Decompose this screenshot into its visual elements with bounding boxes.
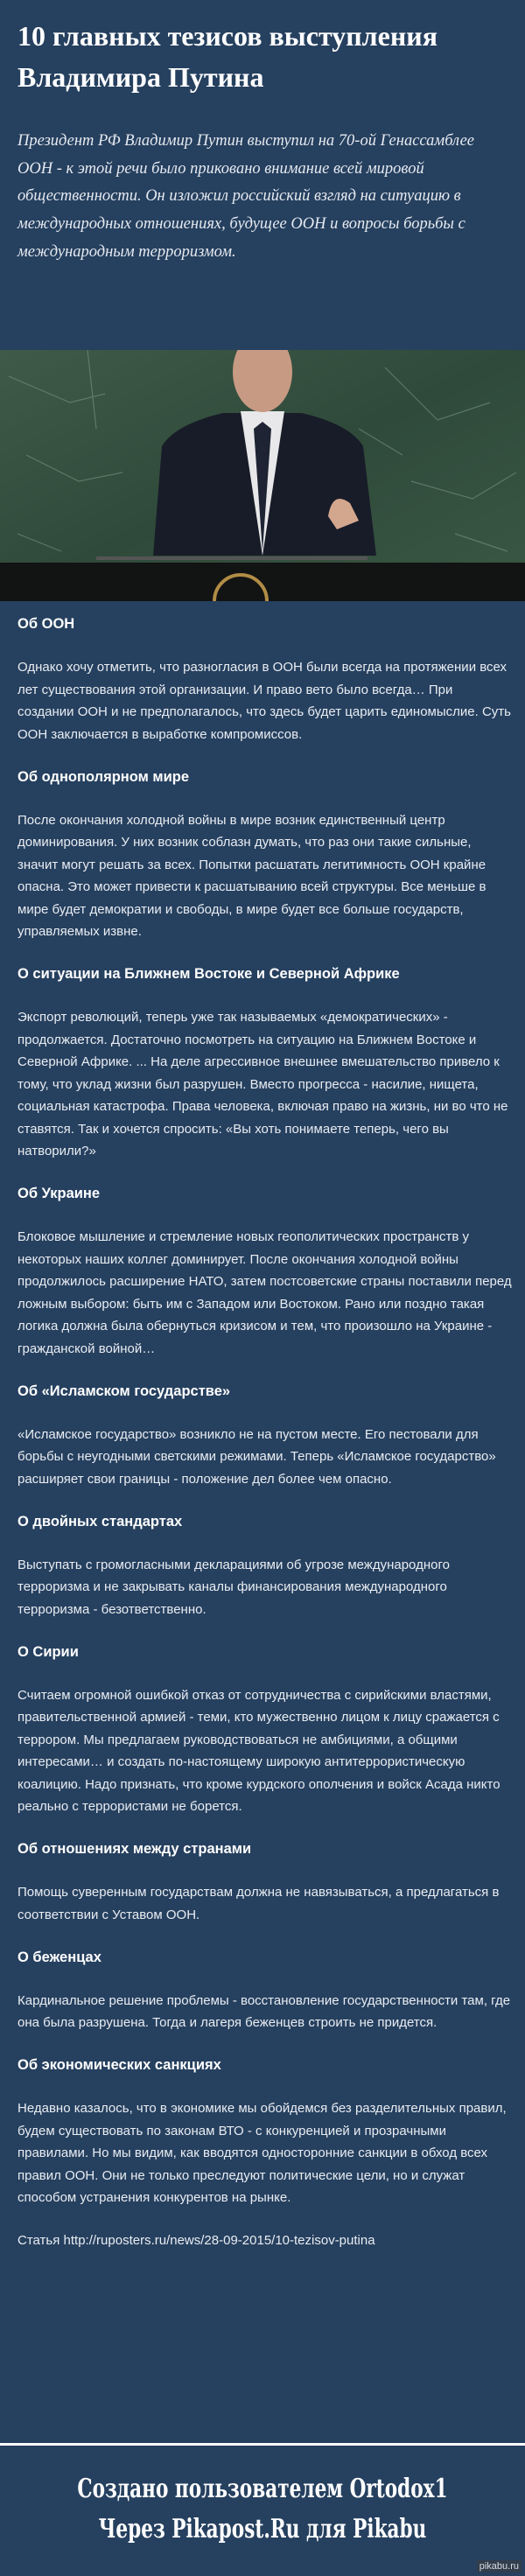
section-heading: Об однополярном мире	[18, 768, 190, 785]
section-heading: Об экономических санкциях	[18, 2057, 221, 2073]
section-heading: Об Украине	[18, 1186, 101, 1201]
article-body	[18, 613, 512, 2272]
footer-author: Создано пользователем Ortodox1	[77, 2474, 448, 2504]
section-heading: Об ООН	[18, 616, 75, 632]
section-text: Кардинальное решение проблемы - восстановление государственности там, где она была разрушена. Тогда и лагеря беженцев строить не придется.	[18, 1992, 511, 2030]
page-title: 10 главных тезисов выступления Владимира Путина	[18, 20, 438, 93]
source-link[interactable]: Статья http://ruposters.ru/news/28-09-2015/10-tezisov-putina	[18, 2233, 375, 2248]
footer-via: Через Pikapost.Ru для Pikabu	[98, 2514, 427, 2544]
section-text: Недавно казалось, что в экономике мы обойдемся без разделительных правил, будем существовать по законам ВТО - с конкуренцией и прозрачными правилами. Но мы видим, как вводятся односторонние санкции в обход всех правил ООН. Они не только преследуют политические цели, но и служат способом устранения конкурентов на рынке.	[18, 2101, 507, 2205]
footer-credits	[0, 2469, 525, 2550]
section-text: Выступать с громогласными декларациями об угрозе международного терроризма и не закрывать каналы финансирования международного терроризма - безответственно.	[18, 1557, 450, 1617]
section-text: Экспорт революций, теперь уже так называемых «демократических» - продолжается. Достаточно посмотреть на ситуацию на Ближнем Востоке и Северной Африке. ... На деле агрессивное внешнее вмешательство привело к тому, что уклад жизни был разрушен. Вместо прогресса - насилие, нищета, социальная катастрофа. Права человека, включая право на жизнь, ни во что не ставятся. Так и хочется спросить: «Вы хоть понимаете теперь, чего вы натворили?»	[18, 1010, 508, 1158]
footer-divider	[0, 2443, 525, 2446]
section-heading: О беженцах	[18, 1949, 102, 1965]
section-heading: О Сирии	[18, 1643, 79, 1660]
section-text: Однако хочу отметить, что разногласия в ООН были всегда на протяжении всех лет существования этой организации. И право вето было всегда… При создании ООН и не предполагалось, что здесь будет царить единомыслие. Суть ООН заключается в выработке компромиссов.	[18, 660, 511, 742]
section-heading: О ситуации на Ближнем Востоке и Северной Африке	[18, 966, 400, 982]
speaker-photo	[0, 350, 525, 601]
section-text: Помощь суверенным государствам должна не навязываться, а предлагаться в соответствии с Уставом ООН.	[18, 1885, 500, 1922]
section-heading: Об отношениях между странами	[18, 1841, 252, 1857]
section-text: Считаем огромной ошибкой отказ от сотрудничества с сирийскими властями, правительственной армией - теми, кто мужественно лицом к лицу сражается с террором. Мы предлагаем руководствоваться не амбициями, а общими интересами… и создать по-настоящему широкую антитеррористическую коалицию. Надо признать, что кроме курдского ополчения и войск Асада никто реально с террористами не борется.	[18, 1687, 500, 1814]
section-heading: О двойных стандартах	[18, 1513, 183, 1530]
intro-text: Президент РФ Владимир Путин выступил на 70-ой Генассамблее ООН - к этой речи было приковано внимание всей мировой общественности. Он изложил российский взгляд на ситуацию в международных отношениях, будущее ООН и вопросы борьбы с международным терроризмом.	[18, 132, 474, 261]
section-text: «Исламское государство» возникло не на пустом месте. Его пестовали для борьбы с неугодными светскими режимами. Теперь «Исламское государство» расширяет свои границы - положение дел более чем опасно.	[18, 1426, 496, 1487]
section-text: Блоковое мышление и стремление новых геополитических пространств у некоторых наших коллег доминирует. После окончания холодной войны продолжилось расширение НАТО, затем постсоветские страны поставили перед ложным выбором: быть им с Западом или Востоком. Рано или поздно такая логика должна была обернуться кризисом и тем, что произошло на Украине - гражданской войной…	[18, 1229, 512, 1356]
watermark: pikabu.ru	[477, 2560, 522, 2572]
section-text: После окончания холодной войны в мире возник единственный центр доминирования. У них возник соблазн думать, что раз они такие сильные, значит могут решать за всех. Попытки расшатать легитимность ООН крайне опасна. Это может привести к расшатыванию всей структуры. Все меньше в мире будет демократии и свободы, в мире будет все больше государств, управляемых извне.	[18, 812, 486, 939]
section-heading: Об «Исламском государстве»	[18, 1382, 231, 1399]
